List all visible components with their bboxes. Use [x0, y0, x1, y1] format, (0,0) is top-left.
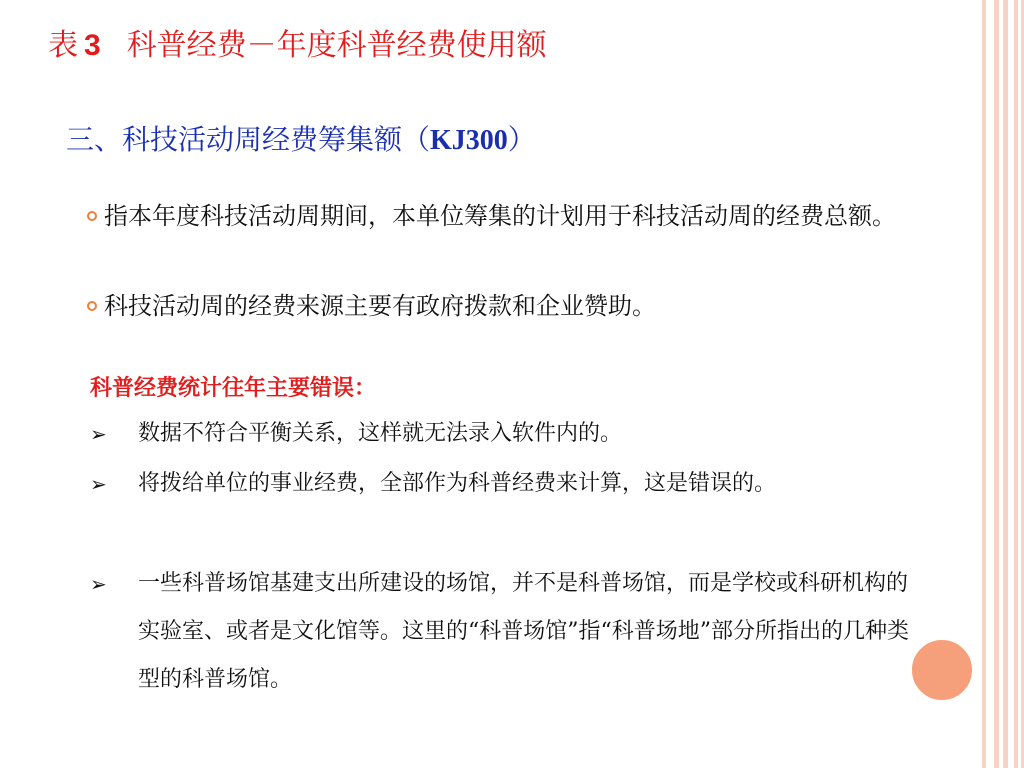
decorative-border-stripes: [982, 0, 1024, 768]
subtitle-close: ）: [507, 123, 536, 156]
stripe: [1008, 0, 1014, 768]
slide-title: [48, 20, 547, 64]
stripe: [1018, 0, 1021, 768]
definition-paragraph: [104, 196, 944, 236]
circle-bullet-icon: [87, 211, 97, 221]
title-text: 科普经费－年度科普经费使用额: [126, 28, 547, 63]
stripe: [999, 0, 1003, 768]
error-item: [90, 410, 918, 458]
section-subtitle: [66, 118, 536, 158]
circle-bullet-icon: [87, 301, 97, 311]
title-prefix: 表: [48, 28, 78, 63]
funding-source-paragraph: [104, 286, 944, 326]
error-item: [90, 560, 918, 704]
decorative-circle: [910, 638, 974, 702]
paragraph-text: 指本年度科技活动周期间，本单位筹集的计划用于科技活动周的经费总额。: [104, 202, 896, 230]
title-number: 3: [84, 29, 101, 62]
error-item-text: 数据不符合平衡关系，这样就无法录入软件内的。: [138, 421, 623, 446]
error-item-text: 一些科普场馆基建支出所建设的场馆，并不是科普场馆，而是学校或科研机构的实验室、或者是文化馆等。这里的“科普场馆”指“科普场地”部分所指出的几种类型的科普场馆。: [138, 571, 909, 692]
error-item: [90, 460, 918, 508]
arrow-bullet-icon: ➢: [90, 472, 107, 496]
errors-heading: 科普经费统计往年主要错误：: [90, 376, 377, 401]
subtitle-text: 三、科技活动周经费筹集额（: [66, 123, 431, 156]
error-item-text: 将拨给单位的事业经费，全部作为科普经费来计算，这是错误的。: [138, 471, 777, 496]
subtitle-code: KJ300: [430, 125, 508, 156]
paragraph-text: 科技活动周的经费来源主要有政府拨款和企业赞助。: [104, 292, 656, 320]
arrow-bullet-icon: ➢: [90, 572, 107, 596]
arrow-bullet-icon: ➢: [90, 422, 107, 446]
stripe: [986, 0, 994, 768]
